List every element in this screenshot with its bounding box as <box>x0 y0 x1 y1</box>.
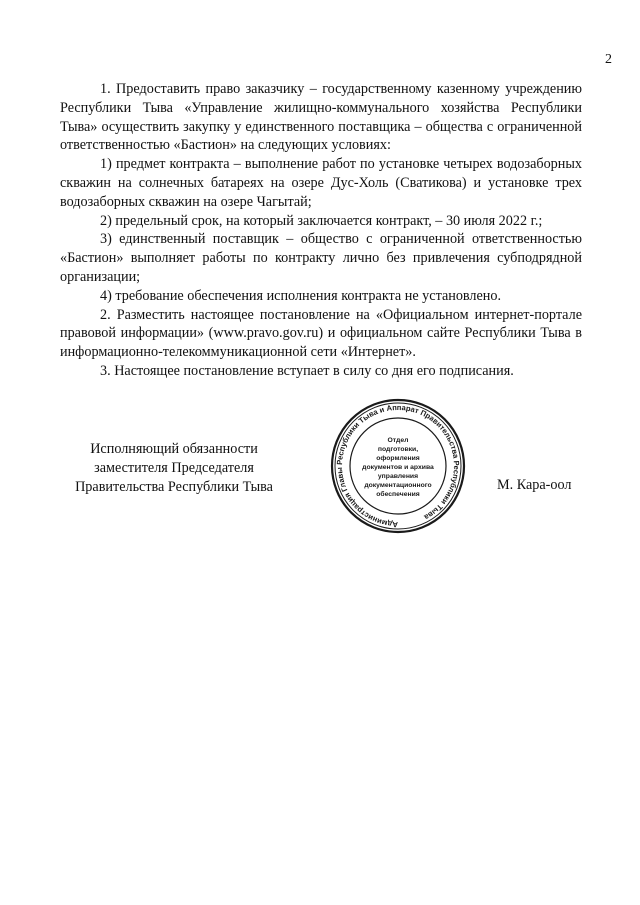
seal-line-6: документационного <box>364 482 432 489</box>
paragraph-3: 3. Настоящее постановление вступает в силу со дня его подписания. <box>100 362 514 379</box>
document-body <box>60 80 582 381</box>
seal-line-2: подготовки, <box>377 446 419 453</box>
signatory-position-line-3: Правительства Республики Тыва <box>75 478 273 495</box>
signatory-position <box>62 440 286 496</box>
paragraph-1-item-2: 2) предельный срок, на который заключается контракт, – 30 июля 2022 г.; <box>100 212 543 229</box>
official-seal <box>330 398 466 534</box>
signatory-position-line-2: заместителя Председателя <box>94 459 254 476</box>
seal-line-1: Отдел <box>387 437 409 444</box>
seal-line-7: обеспечения <box>376 491 420 498</box>
paragraph-1: 1. Предоставить право заказчику – государственному казенному учреждению Республики Тыва «Управление жилищно-коммунального хозяйства Республики Тыва» осуществить закупку у единственного поставщика – общества с ограниченной ответственностью «Бастион» на следующих условиях: <box>60 81 582 154</box>
seal-outer-text: Администрация Главы Республики Тыва и Аппарат Правительства Республики Тыва <box>334 402 462 530</box>
signatory-position-line-1: Исполняющий обязанности <box>90 441 258 457</box>
seal-line-5: управления <box>377 473 419 480</box>
paragraph-1-item-3: 3) единственный поставщик – общество с ограниченной ответственностью «Бастион» выполняет работы по контракту лично без привлечения субподрядной организации; <box>60 231 582 285</box>
seal-line-3: оформления <box>376 455 420 462</box>
signatory-name: М. Кара-оол <box>497 477 572 493</box>
paragraph-1-item-4: 4) требование обеспечения исполнения контракта не установлено. <box>100 287 502 304</box>
seal-line-4: документов и архива <box>362 464 434 471</box>
paragraph-1-item-1: 1) предмет контракта – выполнение работ по установке четырех водозаборных скважин на солнечных батареях на озере Дус-Холь (Сватикова) и установке трех водозаборных скважин на озере Чагытай; <box>60 156 582 210</box>
paragraph-2: 2. Разместить настоящее постановление на «Официальном интернет-портале правовой информации» (www.pravo.gov.ru) и официальном сайте Республики Тыва в информационно-телекоммуникационной сети «Интернет». <box>60 306 582 361</box>
page-number: 2 <box>605 52 612 67</box>
